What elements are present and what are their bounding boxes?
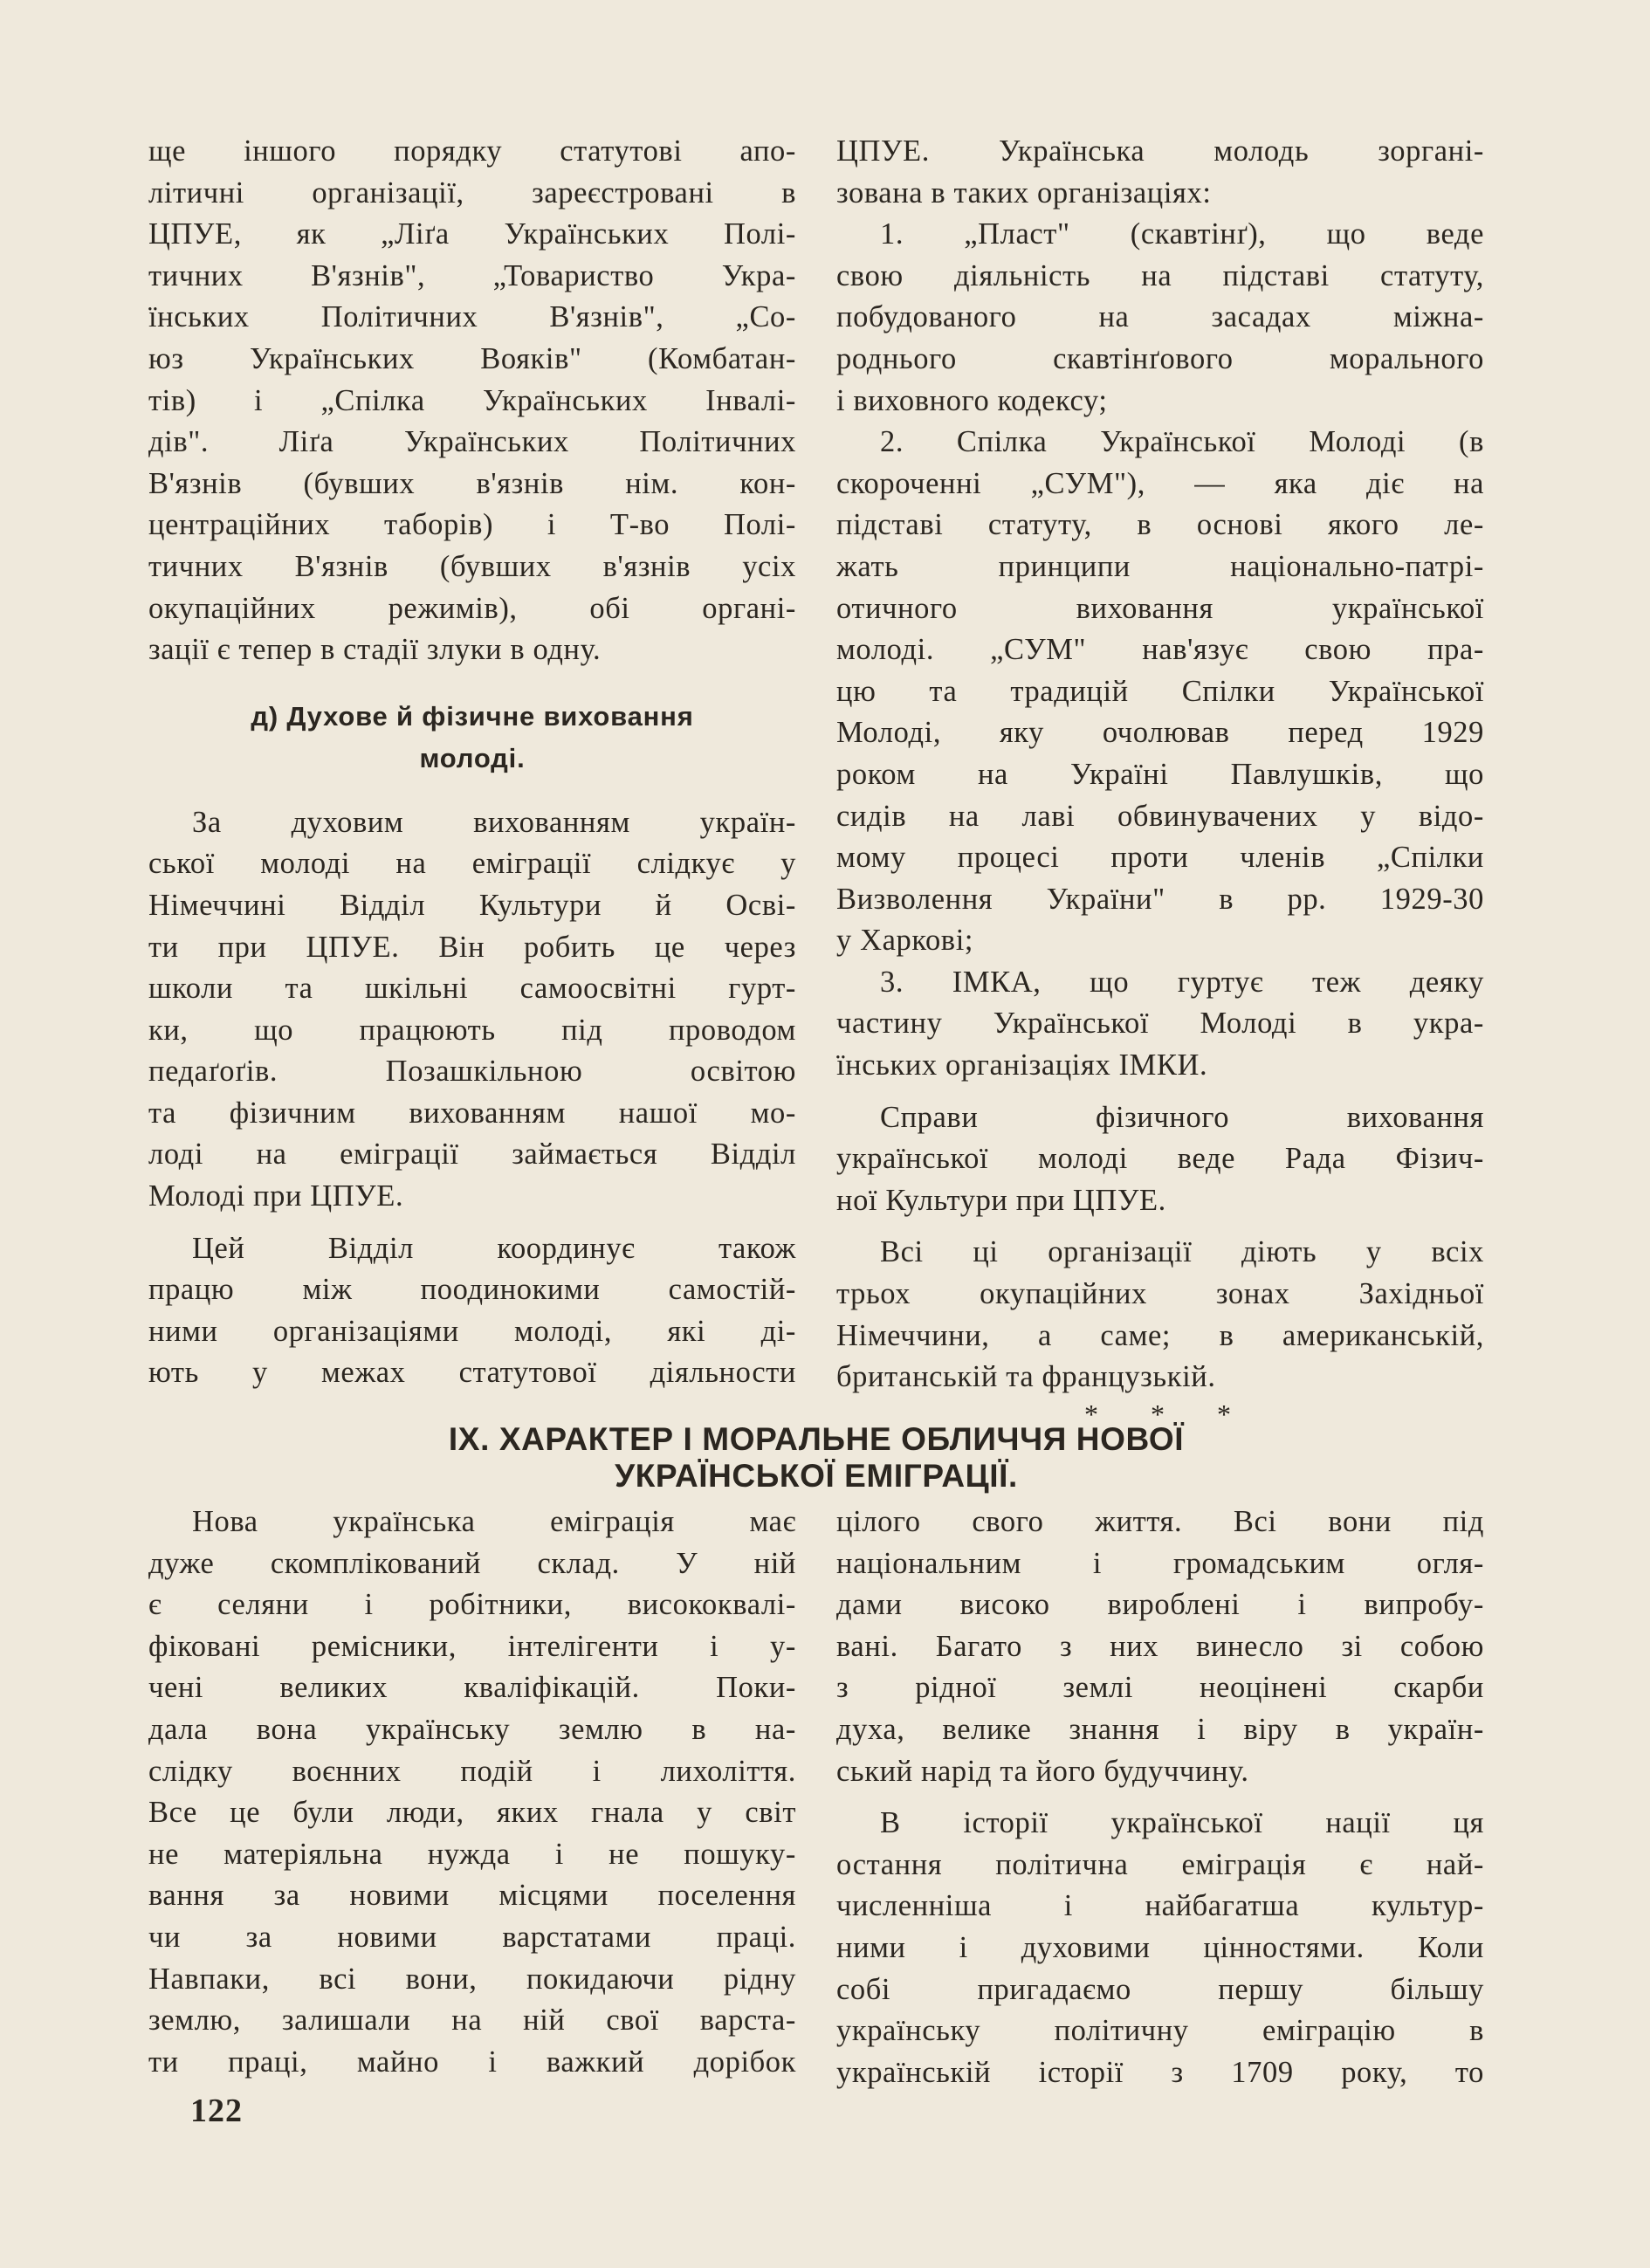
text-line: духа, велике знання і віру в україн-	[836, 1712, 1484, 1746]
text-line: роднього скавтінґового морального	[836, 341, 1484, 375]
section-subheading	[148, 696, 796, 780]
text-line: з рідної землі неоцінені скарби	[836, 1671, 1484, 1705]
bottom-right-column	[836, 1502, 1484, 2093]
text-line: Молоді, яку очолював перед 1929	[836, 716, 1484, 750]
text-line: отичного виховання української	[836, 591, 1484, 625]
text-line: молоді. „СУМ" нав'язує свою пра-	[836, 633, 1484, 667]
text-line: Все це були люди, яких гнала у світ	[148, 1796, 796, 1830]
text-line: чені великих кваліфікацій. Поки-	[148, 1671, 796, 1705]
text-line: ЦПУЕ. Українська молодь зоргані-	[836, 134, 1484, 168]
text-line: дуже скомплікований склад. У ній	[148, 1546, 796, 1580]
text-line: дала вона українську землю в на-	[148, 1712, 796, 1746]
paragraph-youth-organizations	[836, 131, 1484, 214]
text-line: численніша і найбагатша культур-	[836, 1889, 1484, 1923]
text-line: Молоді при ЦПУЕ.	[148, 1179, 404, 1213]
text-line: Німеччини, а саме; в американській,	[836, 1318, 1484, 1352]
text-line: мому процесі проти членів „Спілки	[836, 841, 1484, 875]
top-right-column	[836, 131, 1484, 1432]
text-line: лоді на еміграції займається Відділ	[148, 1137, 796, 1172]
text-line: трьох окупаційних зонах Західньої	[836, 1277, 1484, 1311]
text-line: українську політичну еміграцію в	[836, 2014, 1484, 2048]
text-line: національним і громадським огля-	[836, 1546, 1484, 1580]
text-line: ними і духовими цінностями. Коли	[836, 1930, 1484, 1964]
text-line: їнських Політичних В'язнів", „Со-	[148, 300, 796, 334]
text-line: скороченні „СУМ"), — яка діє на	[836, 466, 1484, 500]
paragraph-physical-culture	[836, 1097, 1484, 1222]
text-line: Німеччині Відділ Культури й Осві-	[148, 888, 796, 922]
text-line: побудованого на засадах міжна-	[836, 300, 1484, 334]
text-line: 1. „Пласт" (скавтінґ), що веде	[880, 217, 1484, 251]
text-line: ський нарід та його будуччину.	[836, 1754, 1249, 1788]
text-line: Всі ці організації діють у всіх	[880, 1235, 1484, 1269]
text-line: тичних В'язнів (бувших в'язнів усіх	[148, 549, 796, 583]
text-line: цілого свого життя. Всі вони під	[836, 1505, 1484, 1538]
chapter-heading	[148, 1421, 1484, 1495]
paragraph-organizations-end	[148, 131, 796, 671]
subheading-line: молоді.	[419, 742, 526, 773]
text-line: остання політична еміграція є най-	[836, 1847, 1484, 1881]
text-line: слідку воєнних подій і лихоліття.	[148, 1754, 796, 1788]
text-line: тів) і „Спілка Українських Інвалі-	[148, 383, 796, 417]
text-line: вання за новими місцями поселення	[148, 1879, 796, 1913]
text-line: собі пригадаємо першу більшу	[836, 1972, 1484, 2006]
text-line: тичних В'язнів", „Товариство Укра-	[148, 258, 796, 292]
text-line: зована в таких організаціях:	[836, 175, 1212, 210]
text-line: літичні організації, зареєстровані в	[148, 175, 796, 210]
chapter-heading-line: IX. ХАРАКТЕР І МОРАЛЬНЕ ОБЛИЧЧЯ НОВОЇ	[448, 1421, 1185, 1457]
text-line: ти праці, майно і важкий дорібок	[148, 2045, 796, 2079]
text-line: В'язнів (бувших в'язнів нім. кон-	[148, 466, 796, 500]
text-line: ще іншого порядку статутові апо-	[148, 134, 796, 168]
text-line: ної Культури при ЦПУЕ.	[836, 1183, 1166, 1217]
text-line: роком на Україні Павлушків, що	[836, 757, 1484, 791]
text-line: За духовим вихованням україн-	[192, 805, 796, 839]
text-line: підставі статуту, в основі якого ле-	[836, 508, 1484, 542]
text-line: центраційних таборів) і Т-во Полі-	[148, 508, 796, 542]
text-line: ними організаціями молоді, які ді-	[148, 1314, 796, 1348]
text-line: ти при ЦПУЕ. Він робить це через	[148, 930, 796, 964]
text-line: не матеріяльна нужда і не пошуку-	[148, 1837, 796, 1871]
text-line: Нова українська еміграція має	[192, 1505, 796, 1538]
page-number: 122	[190, 2093, 243, 2129]
text-line: Справи фізичного виховання	[880, 1100, 1484, 1134]
text-line: та фізичним вихованням нашої мо-	[148, 1096, 796, 1130]
text-line: українській історії з 1709 року, то	[836, 2055, 1484, 2089]
text-line: юз Українських Вояків" (Комбатан-	[148, 341, 796, 375]
text-line: ЦПУЕ, як „Ліґа Українських Полі-	[148, 217, 796, 251]
text-line: частину Української Молоді в укра-	[836, 1007, 1484, 1041]
text-line: землю, залишали на ній свої варста-	[148, 2003, 796, 2038]
paragraph-new-emigration	[148, 1502, 796, 2083]
text-line: британській та французькій.	[836, 1360, 1216, 1394]
text-line: жать принципи національно-патрі-	[836, 549, 1484, 583]
text-line: педаґоґів. Позашкільною освітою	[148, 1055, 796, 1089]
text-line: В історії української нації ця	[880, 1806, 1484, 1840]
text-line: ють у межах статутової діяльности	[148, 1356, 796, 1390]
bottom-left-column	[148, 1502, 796, 2083]
list-item-plast	[836, 214, 1484, 422]
text-line: фіковані ремісники, інтелігенти і у-	[148, 1629, 796, 1663]
paragraph-emigration-history	[836, 1803, 1484, 2093]
paragraph-emigration-continued	[836, 1502, 1484, 1792]
text-line: ки, що працюють під проводом	[148, 1013, 796, 1047]
text-line: ської молоді на еміграції слідкує у	[148, 847, 796, 881]
text-line: школи та шкільні самоосвітні гурт-	[148, 972, 796, 1006]
subheading-line: д) Духове й фізичне виховання	[251, 700, 694, 732]
text-line: сидів на лаві обвинувачених у відо-	[836, 799, 1484, 833]
text-line: і виховного кодексу;	[836, 383, 1108, 417]
paragraph-youth-department	[148, 1228, 796, 1394]
text-line: у Харкові;	[836, 924, 974, 958]
text-line: чи за новими варстатами праці.	[148, 1920, 796, 1954]
text-line: цю та традицій Спілки Української	[836, 674, 1484, 708]
chapter-heading-line: УКРАЇНСЬКОЇ ЕМІГРАЦІЇ.	[615, 1458, 1018, 1494]
text-line: Навпаки, всі вони, покидаючи рідну	[148, 1962, 796, 1996]
paragraph-spiritual-education	[148, 802, 796, 1218]
text-line: української молоді веде Рада Фізич-	[836, 1142, 1484, 1176]
text-line: працю між поодинокими самостій-	[148, 1273, 796, 1307]
list-item-imka	[836, 962, 1484, 1087]
text-line: Цей Відділ координує також	[192, 1231, 796, 1265]
text-line: їнських організаціях ІМКИ.	[836, 1048, 1208, 1082]
text-line: дів". Ліґа Українських Політичних	[148, 425, 796, 459]
list-item-sum	[836, 422, 1484, 962]
text-line: 2. Спілка Української Молоді (в	[880, 425, 1484, 459]
text-line: Визволення України" в рр. 1929-30	[836, 882, 1484, 916]
text-line: зації є тепер в стадії злуки в одну.	[148, 633, 602, 667]
text-line: окупаційних режимів), обі органі-	[148, 591, 796, 625]
paragraph-occupation-zones	[836, 1232, 1484, 1398]
section-separator-stars: * * *	[1084, 1398, 1254, 1430]
text-line: дами високо вироблені і випробу-	[836, 1588, 1484, 1622]
text-line: свою діяльність на підставі статуту,	[836, 258, 1484, 292]
text-line: 3. ІМКА, що гуртує теж деяку	[880, 965, 1484, 999]
top-left-column	[148, 131, 796, 1394]
text-line: є селяни і робітники, висококвалі-	[148, 1588, 796, 1622]
text-line: вані. Багато з них винесло зі собою	[836, 1629, 1484, 1663]
